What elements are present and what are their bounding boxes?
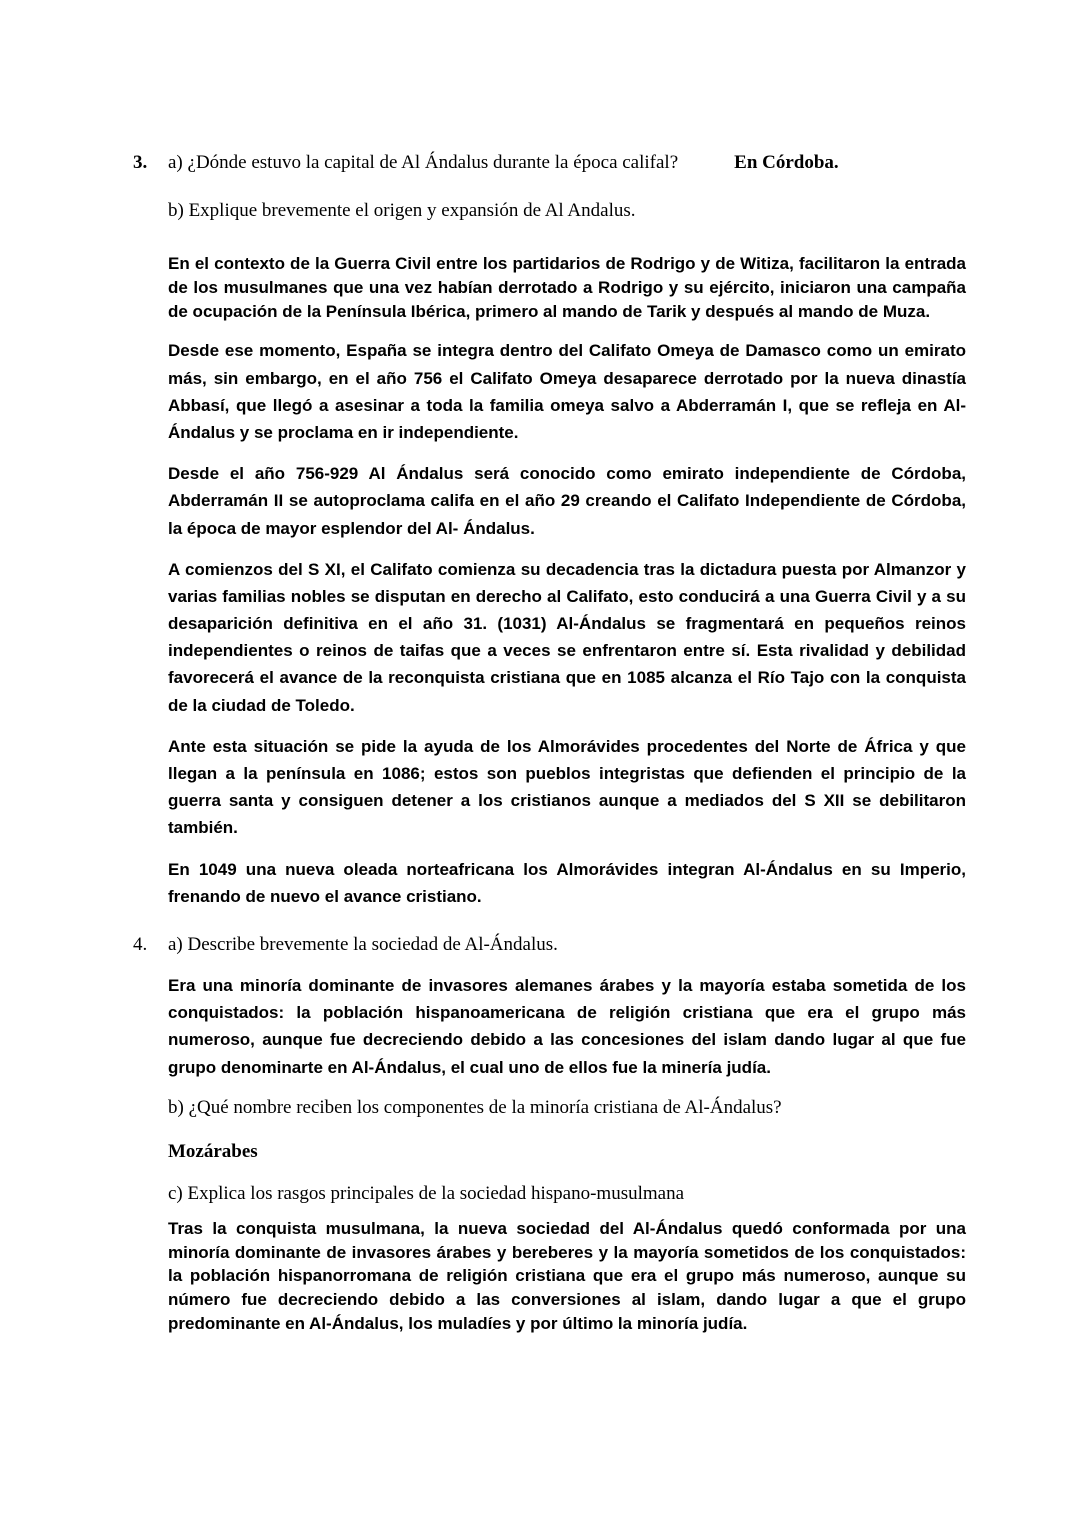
answer-paragraph-hispano-musulmana: Tras la conquista musulmana, la nueva sociedad del Al-Ándalus quedó conformada por una minoría dominante de invasores árabes y bereberes y la mayoría sometidos de los conquistados: la población hispanorromana de religión cristiana que era el grupo más numeroso, aunque su número fue decreciendo debido a las conversiones al islam, dando lugar a que el grupo predominante en Al-Ándalus, los muladíes y por último la minoría judía. bbox=[168, 1218, 966, 1333]
question-4-number: 4. bbox=[133, 933, 148, 955]
answer-paragraph-origin-3: Desde el año 756-929 Al Ándalus será conocido como emirato independiente de Córdoba, Abderramán II se autoproclama califa en el año 29 creando el Califato Independiente de Córdoba, la época de mayor esplendor del Al- Ándalus. bbox=[168, 464, 966, 538]
question-3-body bbox=[168, 150, 966, 924]
answer-paragraph-origin-1: En el contexto de la Guerra Civil entre los partidarios de Rodrigo y de Witiza, facilitaron la entrada de los musulmanes que una vez habían derrotado a Rodrigo y su ejército, iniciaron una campaña de ocupación de la Península Ibérica, primero al mando de Tarik y después al mando de Muza. bbox=[168, 254, 966, 321]
answer-paragraph-society: Era una minoría dominante de invasores alemanes árabes y la mayoría estaba sometida de los conquistados: la población hispanoamericana de religión cristiana que era el grupo más numeroso, aunque fue decreciendo debido a las concesiones del islam dando lugar al que fue grupo denominarte en Al-Ándalus, el cual uno de ellos fue la minería judía. bbox=[168, 975, 966, 1077]
question-3a-text: a) ¿Dónde estuvo la capital de Al Ándalus durante la época califal? bbox=[168, 152, 679, 173]
question-4b-line bbox=[168, 1095, 966, 1121]
answer-mozarabes: Mozárabes bbox=[168, 1140, 258, 1162]
question-4a-line bbox=[168, 932, 966, 958]
answer-paragraph-origin-6: En 1049 una nueva oleada norteafricana los Almorávides integran Al-Ándalus en su Imperio, frenando de nuevo el avance cristiano. bbox=[168, 859, 966, 906]
answer-paragraph-origin-5: Ante esta situación se pide la ayuda de los Almorávides procedentes del Norte de África y que llegan a la península en 1086; estos son pueblos integristas que defienden el principio de la guerra santa y consiguen detener a los cristianos aunque a mediados del S XII se debilitaron también. bbox=[168, 736, 966, 838]
question-4-section bbox=[133, 932, 966, 1350]
question-3-number: 3. bbox=[133, 152, 148, 173]
question-3a-inline-answer: En Córdoba. bbox=[734, 152, 839, 173]
answer-paragraph-origin-4: A comienzos del S XI, el Califato comienza su decadencia tras la dictadura puesta por Almanzor y varias familias nobles se disputan en derecho al Califato, esto conducirá a una Guerra Civil y a su desaparición definitiva en el año 31. (1031) Al-Ándalus se fragmentará en pequeños reinos independientes o reinos de taifas que a veces se enfrentaron entre sí. Esta rivalidad y debilidad favorecerá el avance de la reconquista cristiana que en 1085 alcanza el Río Tajo con la conquista de la ciudad de Toledo. bbox=[168, 559, 966, 715]
question-3a-line bbox=[168, 150, 966, 176]
question-4c-text: c) Explica los rasgos principales de la sociedad hispano-musulmana bbox=[168, 1182, 685, 1204]
answer-paragraph-origin-2: Desde ese momento, España se integra dentro del Califato Omeya de Damasco como un emirato más, sin embargo, en el año 756 el Califato Omeya desaparece derrotado por la nueva dinastía Abbasí, que llegó a asesinar a toda la familia omeya salvo a Abderramán I, que se refleja en Al-Ándalus y se proclama en ir independiente. bbox=[168, 341, 966, 442]
question-4b-text: b) ¿Qué nombre reciben los componentes de la minoría cristiana de Al-Ándalus? bbox=[168, 1096, 782, 1118]
question-3b-line bbox=[168, 198, 966, 224]
question-4c-line bbox=[168, 1181, 966, 1207]
question-4-body bbox=[168, 932, 966, 1350]
question-3-section bbox=[133, 150, 966, 924]
question-3b-text: b) Explique brevemente el origen y expansión de Al Andalus. bbox=[168, 200, 636, 221]
question-4a-text: a) Describe brevemente la sociedad de Al-Ándalus. bbox=[168, 933, 558, 955]
